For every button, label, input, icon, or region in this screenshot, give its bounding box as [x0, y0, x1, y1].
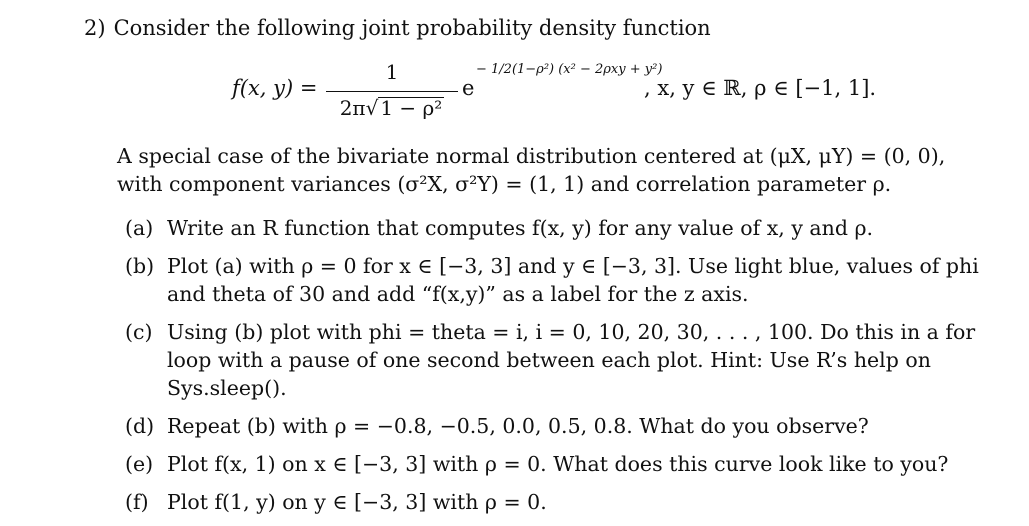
subquestion-label: (d): [125, 414, 155, 438]
subquestion-label: (c): [125, 320, 153, 344]
exponent: − 1/2(1−ρ²) (x² − 2ρxy + y²): [476, 62, 663, 77]
subquestion-label: (e): [125, 452, 154, 476]
subquestion-list: [125, 214, 1005, 526]
sqrt-sign: √: [365, 96, 379, 120]
subquestion-f: [125, 488, 1005, 516]
formula-lhs: f(x, y) =: [232, 76, 318, 100]
denominator-root: 1 − ρ²: [380, 96, 443, 120]
formula-domain: , x, y ∈ ℝ, ρ ∈ [−1, 1].: [644, 76, 877, 100]
question-intro: Consider the following joint probability density function: [113, 16, 711, 40]
subquestion-text: Plot f(x, 1) on x ∈ [−3, 3] with ρ = 0. What does this curve look like to you?: [167, 452, 949, 476]
subquestion-label: (f): [125, 490, 149, 514]
subquestion-c: [125, 318, 1005, 402]
subquestion-e: [125, 450, 1005, 478]
subquestion-text: Repeat (b) with ρ = −0.8, −0.5, 0.0, 0.5, 0.8. What do you observe?: [167, 414, 869, 438]
question-number: 2): [84, 16, 106, 40]
fraction-bar: [326, 91, 458, 92]
fraction-denominator: [326, 96, 458, 120]
subquestion-label: (a): [125, 216, 154, 240]
subquestion-text: Plot (a) with ρ = 0 for x ∈ [−3, 3] and y ∈ [−3, 3]. Use light blue, values of phi and theta of 30 and add “f(x,y)” as a label for the z axis.: [167, 254, 979, 306]
question-heading: [84, 16, 711, 40]
subquestion-text: Using (b) plot with phi = theta = i, i = 0, 10, 20, 30, . . . , 100. Do this in a for loop with a pause of one second between each plot. Hint: Use R’s help on Sys.sleep().: [167, 320, 976, 400]
denominator-prefix: 2π: [339, 96, 366, 120]
subquestion-text: Plot f(1, y) on y ∈ [−3, 3] with ρ = 0.: [167, 490, 547, 514]
subquestion-b: [125, 252, 1005, 308]
description-paragraph: A special case of the bivariate normal distribution centered at (μX, μY) = (0, 0), with component variances (σ²X, σ²Y) = (1, 1) and correlation parameter ρ.: [117, 144, 946, 196]
subquestion-text: Write an R function that computes f(x, y) for any value of x, y and ρ.: [167, 216, 874, 240]
subquestion-d: [125, 412, 1005, 440]
subquestion-a: [125, 214, 1005, 242]
formula-fraction: [326, 58, 458, 124]
exponential-base: e: [462, 76, 475, 100]
fraction-numerator: 1: [385, 60, 399, 84]
subquestion-label: (b): [125, 254, 155, 278]
joint-pdf-formula: [232, 58, 952, 124]
